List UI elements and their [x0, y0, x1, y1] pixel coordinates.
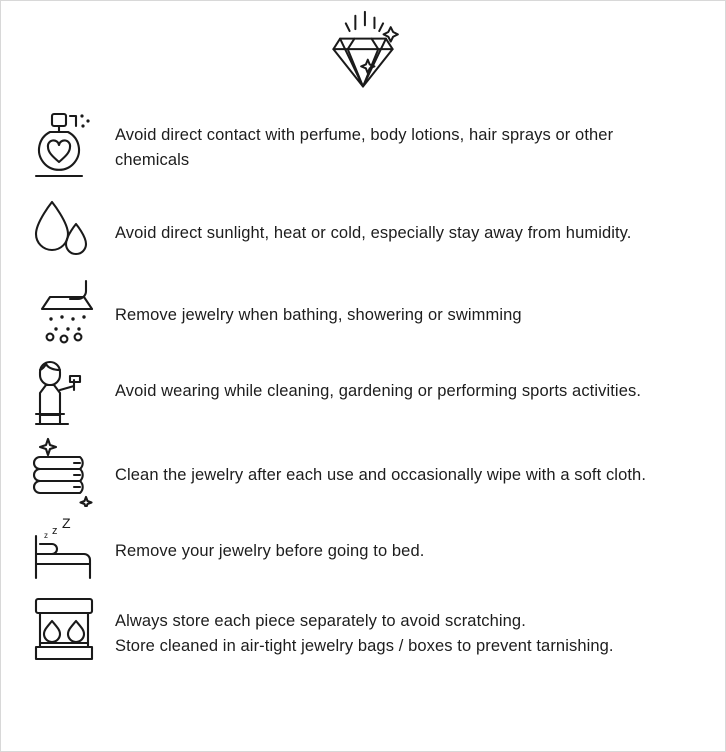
care-text-line: chemicals: [115, 151, 190, 170]
care-text-line: Store cleaned in air-tight jewelry bags / boxes to prevent tarnishing.: [115, 637, 614, 656]
list-item: [11, 105, 719, 191]
care-text: [115, 511, 719, 564]
care-text-line: Always store each piece separately to avoid scratching.: [115, 612, 526, 630]
jewelry-box-icon: [11, 587, 115, 673]
svg-text:z: z: [52, 525, 58, 537]
care-instructions-list: [1, 105, 725, 673]
svg-text:z: z: [44, 531, 48, 540]
shower-head-icon: [11, 273, 115, 353]
care-text: [115, 431, 719, 488]
list-item: [11, 353, 719, 431]
svg-text:Z: Z: [62, 515, 71, 531]
list-item: [11, 273, 719, 353]
care-text-line: Avoid direct contact with perfume, body lotions, hair sprays or other: [115, 126, 614, 144]
folded-towels-icon: [11, 431, 115, 511]
list-item: [11, 511, 719, 587]
care-text-line: Remove your jewelry before going to bed.: [115, 542, 425, 560]
care-text-line: Avoid direct sunlight, heat or cold, especially stay away from humidity.: [115, 224, 632, 242]
water-drops-icon: [11, 191, 115, 273]
care-text: [115, 273, 719, 328]
care-text: [115, 587, 719, 659]
care-text: [115, 191, 719, 246]
care-text-line: Clean the jewelry after each use and occasionally wipe with a soft cloth.: [115, 466, 646, 484]
care-text: [115, 353, 719, 404]
diamond-sparkle-icon: [308, 10, 418, 96]
list-item: [11, 191, 719, 273]
care-text: [115, 105, 719, 173]
care-text-line: Remove jewelry when bathing, showering or swimming: [115, 306, 522, 324]
care-text-line: Avoid wearing while cleaning, gardening or performing sports activities.: [115, 382, 641, 400]
bed-sleeping-icon: [11, 511, 115, 587]
list-item: [11, 431, 719, 511]
list-item: [11, 587, 719, 673]
perfume-bottle-icon: [11, 105, 115, 191]
document-header: [1, 1, 725, 105]
person-cleaning-icon: [11, 353, 115, 431]
